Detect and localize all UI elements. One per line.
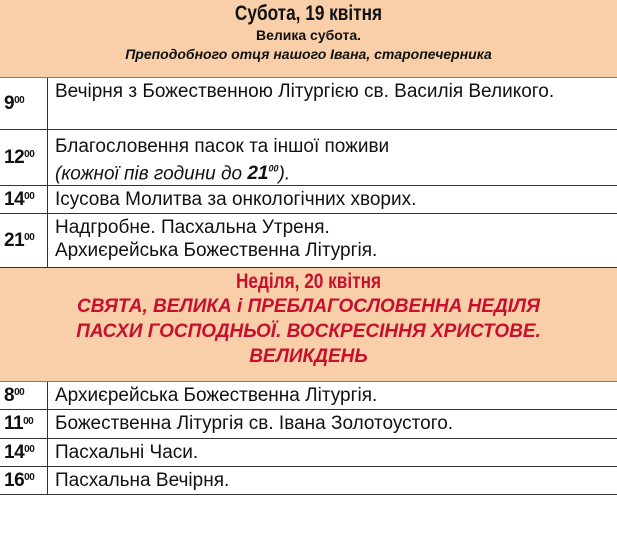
schedule-row xyxy=(0,410,617,439)
schedule-row xyxy=(0,78,617,130)
schedule-row xyxy=(0,439,617,467)
event-description: Ісусова Молитва за онкологічних хворих. xyxy=(55,189,417,210)
event-time: 9 $^{00}$ xyxy=(0,78,48,129)
event-time: 14 $^{00}$ xyxy=(0,186,48,213)
schedule-row xyxy=(0,186,617,214)
event-time: 21 $^{00}$ xyxy=(0,214,48,267)
schedule-row xyxy=(0,467,617,495)
event-description xyxy=(48,214,617,267)
event-time: 16 $^{00}$ xyxy=(0,467,48,494)
saturday-title: Субота, 19 квітня xyxy=(234,2,383,25)
saturday-description: Преподобного отця нашого Івана, старопечерника xyxy=(125,46,492,62)
event-time: 8 $^{00}$ xyxy=(0,382,48,409)
sunday-header xyxy=(0,268,617,382)
event-description: Вечірня з Божественною Літургією св. Василія Великого. xyxy=(55,81,555,102)
event-description: Архиєрейська Божественна Літургія. xyxy=(55,385,378,406)
event-text-line: Надгробне. Пасхальна Утреня. xyxy=(55,217,330,238)
sunday-title: Неділя, 20 квітня xyxy=(235,270,382,293)
event-description: Пасхальна Вечірня. xyxy=(55,470,230,491)
event-time: 11 $^{00}$ xyxy=(0,410,48,438)
event-time: 12 $^{00}$ xyxy=(0,130,48,185)
event-text: Благословення пасок та іншої поживи xyxy=(55,136,390,157)
schedule-row xyxy=(0,214,617,268)
event-description xyxy=(48,130,617,185)
event-description: Пасхальні Часи. xyxy=(55,442,199,463)
event-time: 14 $^{00}$ xyxy=(0,439,48,466)
feast-line: СВЯТА, ВЕЛИКА і ПРЕБЛАГОСЛОВЕННА НЕДІЛЯ xyxy=(77,296,540,317)
saturday-subtitle: Велика субота. xyxy=(255,27,362,43)
schedule-row xyxy=(0,382,617,410)
feast-line: ПАСХИ ГОСПОДНЬОЇ. ВОСКРЕСІННЯ ХРИСТОВЕ. xyxy=(76,321,541,342)
event-text-line: Архиєрейська Божественна Літургія. xyxy=(55,240,378,261)
feast-line: ВЕЛИКДЕНЬ xyxy=(249,346,368,367)
event-note: (кожної пів години до $21^{00}$). xyxy=(55,163,291,185)
event-description: Божественна Літургія св. Івана Золотоустого. xyxy=(55,413,454,434)
schedule-row xyxy=(0,130,617,186)
saturday-header xyxy=(0,0,617,78)
